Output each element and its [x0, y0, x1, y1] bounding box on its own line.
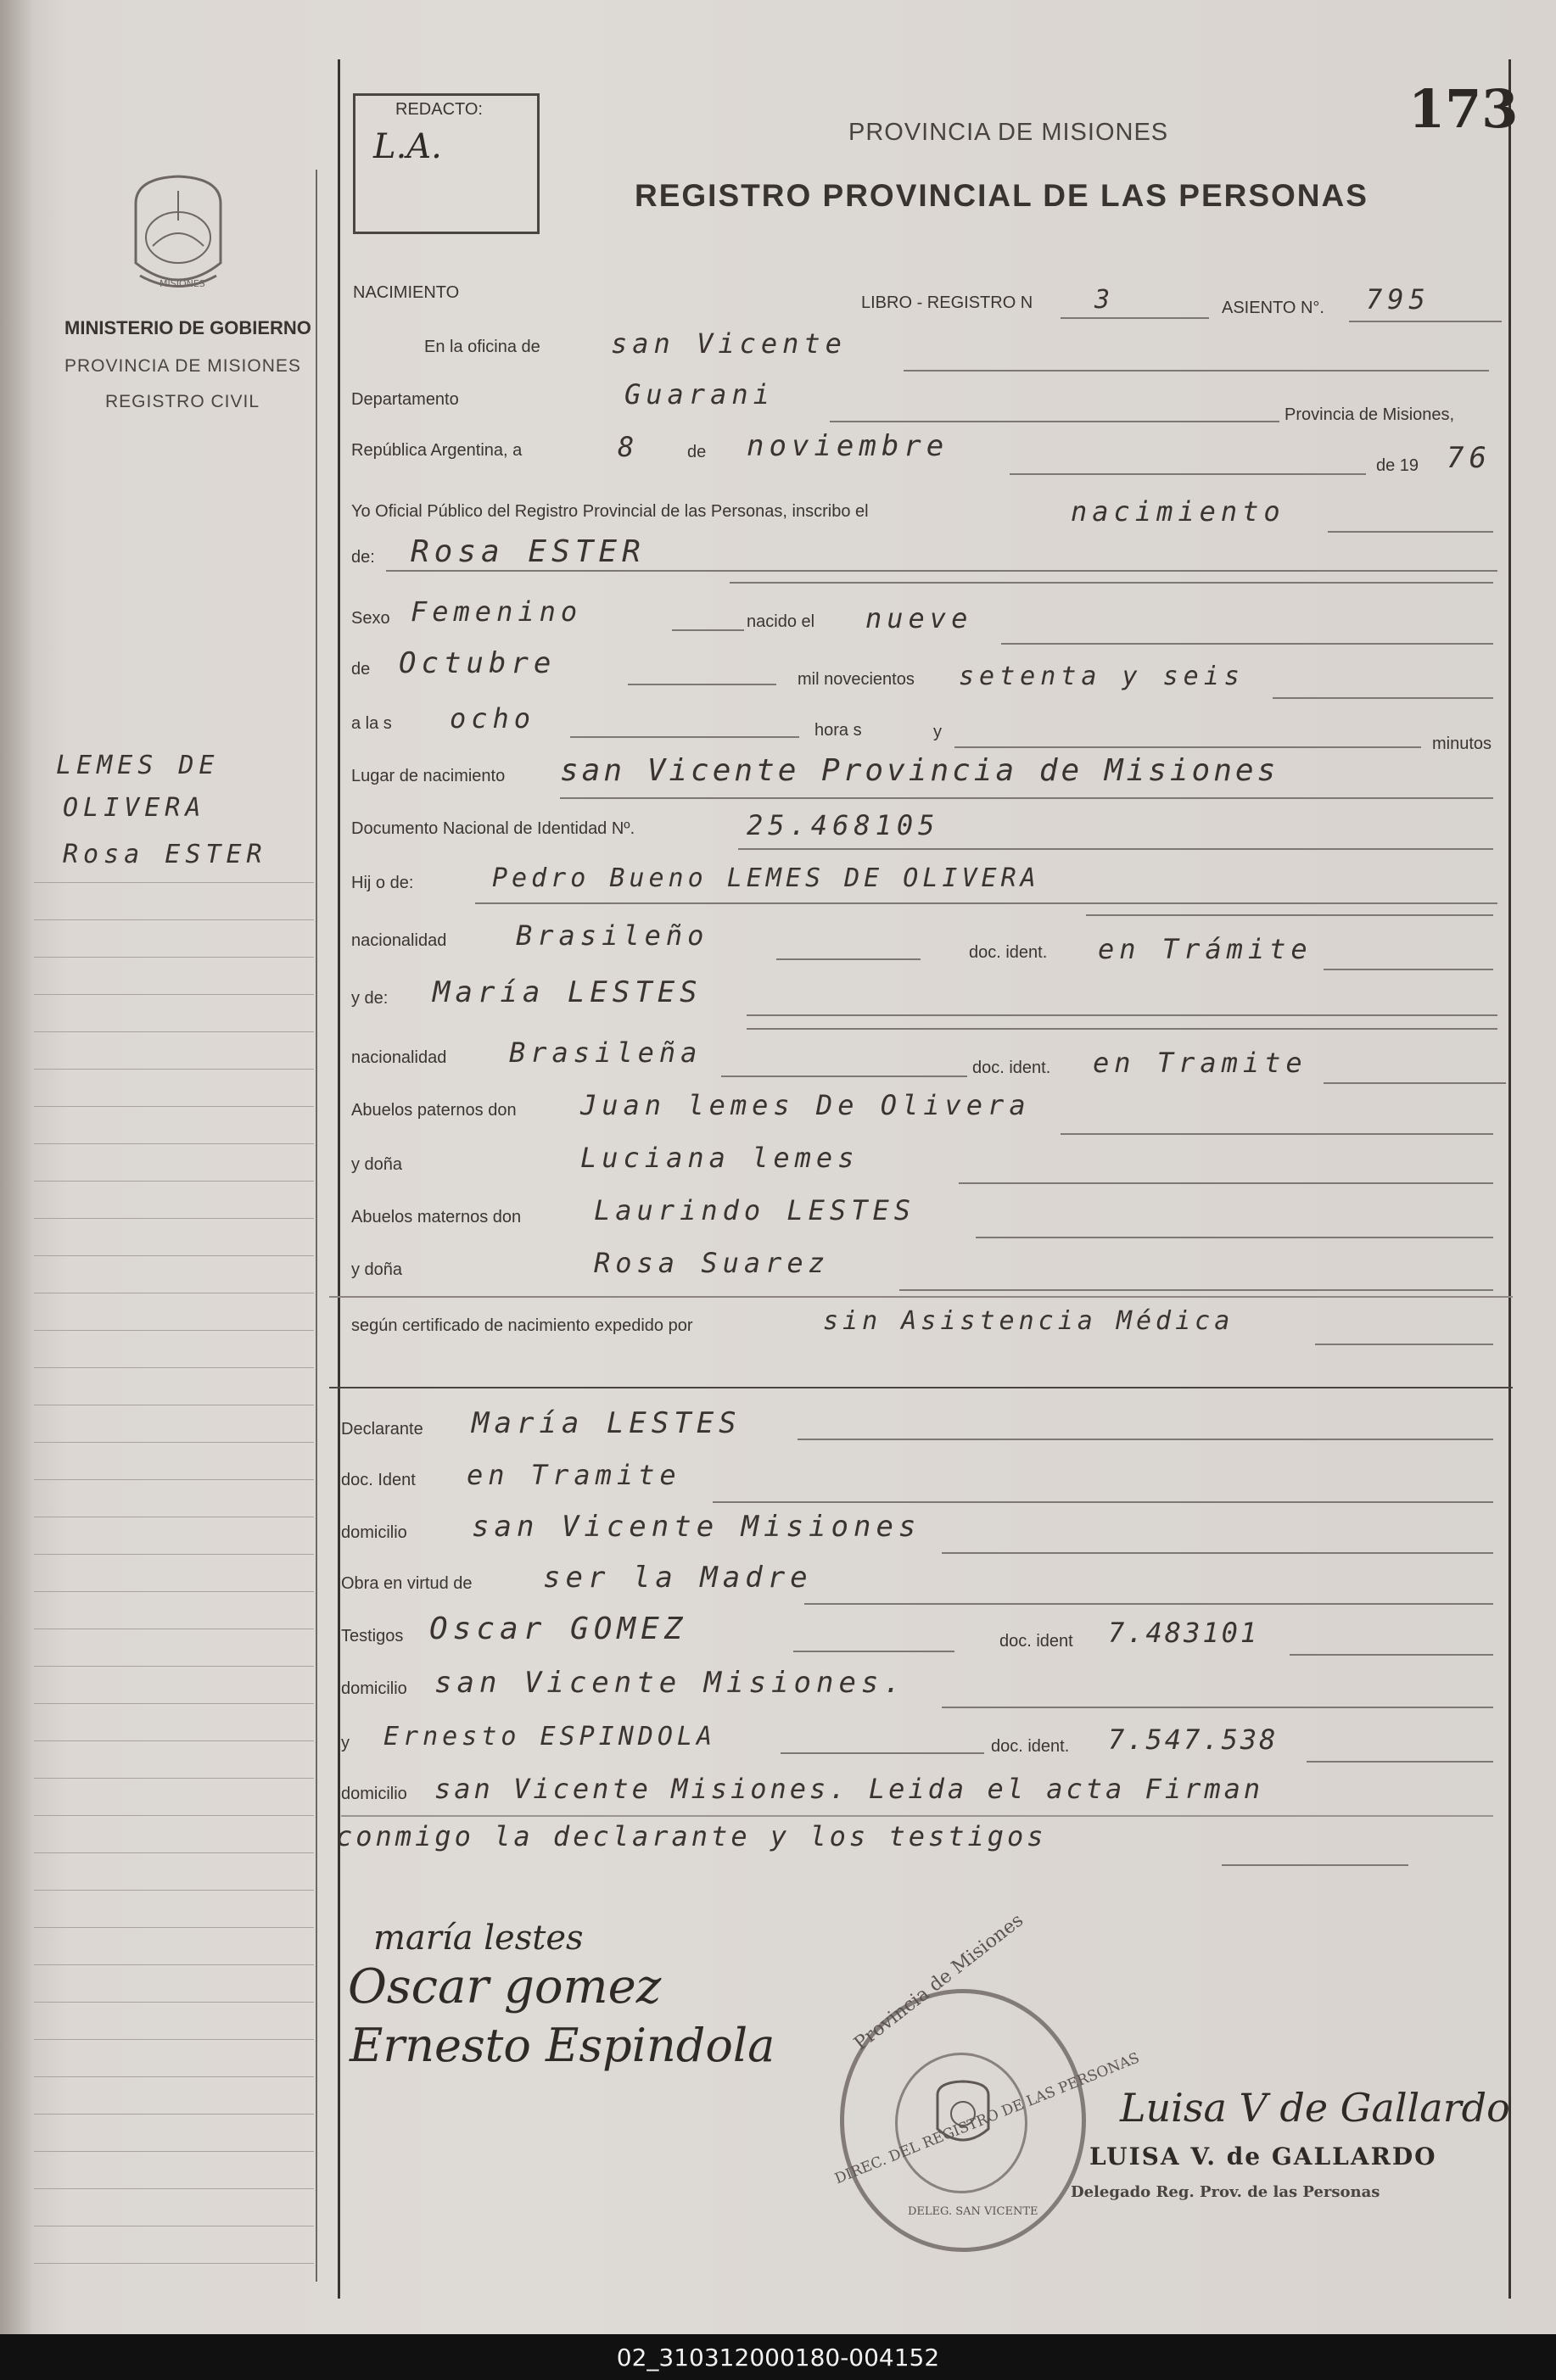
lugar-value: san Vicente Provincia de Misiones	[560, 753, 1279, 788]
signature-testigo2: Ernesto Espindola	[350, 2019, 775, 2072]
departamento-value: Guarani	[624, 378, 775, 411]
margin-ruled-line	[34, 1852, 314, 1853]
mother-nac-line	[721, 1075, 967, 1077]
mother-value: María LESTES	[433, 975, 702, 1009]
margin-ruled-line	[34, 1927, 314, 1928]
declarante-label: Declarante	[341, 1420, 423, 1439]
father-docident-label: doc. ident.	[969, 943, 1048, 962]
margin-ruled-line	[34, 2114, 314, 2115]
act-type-label: NACIMIENTO	[353, 283, 460, 302]
abuela-mat-label: y doña	[351, 1260, 403, 1279]
margin-ruled-line	[34, 1143, 314, 1144]
lugar-line	[560, 797, 1493, 799]
departamento-label: Departamento	[351, 390, 459, 409]
decl-doc-value: en Tramite	[467, 1459, 681, 1491]
departamento-line	[830, 421, 1279, 422]
testigos-label: Testigos	[341, 1627, 404, 1645]
oficina-line	[904, 370, 1489, 372]
oficial-label: Yo Oficial Público del Registro Provincial de las Personas, inscribo el	[351, 502, 869, 521]
official-stamp-title: Delegado Reg. Prov. de las Personas	[1071, 2183, 1380, 2201]
coat-of-arms-seal	[119, 170, 238, 305]
redacto-label: REDACTO:	[395, 100, 483, 119]
abuelos-pat-line	[1061, 1133, 1493, 1135]
year-value: 76	[1447, 441, 1492, 475]
official-stamp-name: LUISA V. de GALLARDO	[1089, 2143, 1437, 2170]
margin-ruled-line	[34, 1255, 314, 1256]
father-doc-value: en Trámite	[1098, 933, 1313, 965]
y-t2-label: y	[341, 1734, 350, 1752]
mother-docident-label: doc. ident.	[972, 1059, 1051, 1077]
margin-ruled-line	[34, 2188, 314, 2189]
abuela-pat-value: Luciana lemes	[580, 1142, 859, 1174]
year-prefix: de 19	[1376, 456, 1419, 475]
father-doc-line	[1324, 969, 1493, 970]
sexo-line	[672, 629, 744, 631]
round-stamp-emblem	[929, 2078, 997, 2154]
decl-doc-line	[713, 1501, 1493, 1503]
dni-value: 25.468105	[747, 809, 940, 841]
testigo1-doc-label: doc. ident	[999, 1632, 1073, 1651]
signature-oficial: Luisa V de Gallardo	[1120, 2085, 1510, 2131]
margin-ruled-line	[34, 1442, 314, 1443]
month-line	[1010, 473, 1366, 475]
margin-note-line2: OLIVERA	[63, 793, 206, 823]
margin-ruled-line	[34, 1703, 314, 1704]
margin-ruled-line	[34, 882, 314, 883]
testigo2-doc-label: doc. ident.	[991, 1737, 1070, 1756]
margin-ruled-line	[34, 2151, 314, 2152]
testigo2-value: Ernesto ESPINDOLA	[383, 1722, 717, 1751]
mil-label: mil novecientos	[798, 670, 915, 689]
father-value: Pedro Bueno LEMES DE OLIVERA	[492, 863, 1040, 893]
t1-dom-label: domicilio	[341, 1679, 407, 1698]
abuelos-mat-label: Abuelos maternos don	[351, 1208, 522, 1226]
mother-doc-line	[1324, 1082, 1506, 1084]
nacido-label: nacido el	[747, 612, 815, 631]
date-de-label: de	[687, 443, 707, 461]
header-province: PROVINCIA DE MISIONES	[848, 119, 1169, 146]
alas-value: ocho	[450, 702, 536, 735]
decl-dom-value: san Vicente Misiones	[472, 1510, 921, 1544]
margin-ruled-line	[34, 1815, 314, 1816]
segun-line	[1315, 1344, 1493, 1345]
dni-line	[738, 848, 1493, 850]
father-line-2	[1086, 914, 1493, 916]
segun-value: sin Asistencia Médica	[823, 1306, 1234, 1336]
mother-doc-value: en Tramite	[1093, 1047, 1307, 1079]
sexo-label: Sexo	[351, 609, 390, 628]
libro-value: 3	[1094, 285, 1116, 315]
t2-dom-label: domicilio	[341, 1785, 407, 1803]
father-nac-label: nacionalidad	[351, 931, 447, 950]
dni-label: Documento Nacional de Identidad Nº.	[351, 819, 635, 838]
name-value: Rosa ESTER	[411, 534, 646, 569]
t1-dom-line	[942, 1707, 1493, 1708]
declarante-line	[798, 1439, 1493, 1440]
ministry-province: PROVINCIA DE MISIONES	[64, 356, 301, 376]
asiento-value: 795	[1366, 283, 1430, 316]
ministry-office: REGISTRO CIVIL	[105, 392, 260, 411]
margin-ruled-line	[34, 1330, 314, 1331]
mother-line	[747, 1014, 1497, 1016]
libro-label: LIBRO - REGISTRO N	[861, 293, 1033, 312]
margin-frame-line	[316, 170, 317, 2282]
obra-value: ser la Madre	[543, 1561, 813, 1595]
closing-value: conmigo la declarante y los testigos	[336, 1820, 1047, 1852]
page-number: 173	[1408, 78, 1519, 140]
margin-note-line1: LEMES DE	[56, 751, 220, 780]
nacido-value: nueve	[865, 602, 973, 634]
hijo-label: Hij o de:	[351, 874, 414, 892]
testigo2-doc-line	[1307, 1761, 1493, 1763]
margin-ruled-line	[34, 1778, 314, 1779]
left-frame-line	[338, 59, 340, 2299]
t2-dom-line	[341, 1815, 1493, 1817]
birth-month-value: Octubre	[399, 646, 557, 680]
mil-value: setenta y seis	[959, 662, 1245, 691]
margin-ruled-line	[34, 1106, 314, 1107]
section-divider-1	[329, 1387, 1513, 1388]
round-stamp-top: Provincia de Misiones	[850, 1909, 1028, 2055]
round-stamp-bottom: DIREC. DEL REGISTRO DE LAS PERSONAS	[832, 2049, 1142, 2188]
margin-ruled-line	[34, 2002, 314, 2003]
margin-ruled-line	[34, 2039, 314, 2040]
seal-text: MISIONES	[160, 278, 205, 289]
hora-label: hora s	[814, 721, 862, 740]
header-title: REGISTRO PROVINCIAL DE LAS PERSONAS	[635, 178, 1368, 213]
abuela-pat-line	[959, 1182, 1493, 1184]
t1-dom-value: san Vicente Misiones.	[434, 1666, 906, 1700]
obra-line	[804, 1603, 1493, 1605]
father-nac-value: Brasileño	[516, 919, 709, 952]
testigo1-line	[793, 1651, 954, 1652]
margin-ruled-line	[34, 1367, 314, 1368]
margin-ruled-line	[34, 957, 314, 958]
right-frame-line	[1508, 59, 1511, 2299]
testigo2-doc: 7.547.538	[1108, 1724, 1279, 1756]
mil-line	[1273, 697, 1493, 699]
margin-ruled-line	[34, 1218, 314, 1219]
alas-line	[570, 736, 799, 738]
oficina-label: En la oficina de	[424, 338, 540, 356]
margin-ruled-line	[34, 1740, 314, 1741]
abuela-pat-label: y doña	[351, 1155, 403, 1174]
decl-dom-label: domicilio	[341, 1523, 407, 1542]
lugar-label: Lugar de nacimiento	[351, 767, 506, 785]
day-value: 8	[618, 431, 640, 463]
redacto-initials: L.A.	[373, 127, 442, 166]
segun-label: según certificado de nacimiento expedido por	[351, 1316, 693, 1335]
sexo-value: Femenino	[411, 595, 583, 628]
margin-ruled-line	[34, 1554, 314, 1555]
t2-dom-value: san Vicente Misiones. Leida el acta Firman	[434, 1773, 1264, 1805]
y-label: y	[933, 723, 942, 741]
margin-ruled-line	[34, 1964, 314, 1965]
minutos-label: minutos	[1432, 735, 1492, 753]
mother-line-2	[747, 1028, 1497, 1030]
margin-ruled-line	[34, 919, 314, 920]
abuela-mat-line	[899, 1289, 1493, 1291]
abuelos-pat-value: Juan lemes De Olivera	[580, 1089, 1031, 1121]
father-nac-line	[776, 958, 921, 960]
margin-ruled-line	[34, 1890, 314, 1891]
alas-label: a la s	[351, 714, 392, 733]
section-divider-2	[329, 1296, 1513, 1298]
obra-label: Obra en virtud de	[341, 1574, 473, 1593]
nacido-line	[1001, 643, 1493, 645]
filename-bar: 02_310312000180-004152	[0, 2334, 1556, 2380]
margin-ruled-line	[34, 2263, 314, 2264]
father-line	[475, 902, 1497, 904]
margin-ruled-line	[34, 994, 314, 995]
abuelos-pat-label: Abuelos paternos don	[351, 1101, 517, 1120]
margin-ruled-line	[34, 1479, 314, 1480]
testigo1-value: Oscar GOMEZ	[429, 1612, 688, 1646]
yde-label: y de:	[351, 989, 389, 1008]
de-name-label: de:	[351, 548, 375, 567]
name-line	[386, 570, 1497, 572]
de2-label: de	[351, 660, 371, 679]
margin-ruled-line	[34, 2076, 314, 2077]
oficina-value: san Vicente	[611, 327, 847, 360]
oficial-value: nacimiento	[1071, 495, 1285, 528]
birth-month-line	[628, 684, 776, 685]
round-stamp-inner-text: DELEG. SAN VICENTE	[908, 2205, 1038, 2218]
mother-nac-value: Brasileña	[509, 1036, 702, 1069]
margin-ruled-line	[34, 1031, 314, 1032]
signature-testigo1: Oscar gomez	[348, 1959, 662, 2014]
mother-nac-label: nacionalidad	[351, 1048, 447, 1067]
provincia-label: Provincia de Misiones,	[1285, 405, 1455, 424]
ministry-name: MINISTERIO DE GOBIERNO	[64, 317, 311, 338]
testigo2-line	[781, 1752, 984, 1754]
month-value: noviembre	[747, 429, 949, 463]
abuelos-mat-line	[976, 1237, 1493, 1238]
margin-ruled-line	[34, 1666, 314, 1667]
republica-label: República Argentina, a	[351, 441, 523, 460]
asiento-label: ASIENTO N°.	[1222, 299, 1324, 317]
signature-declarante: maría lestes	[373, 1919, 584, 1958]
margin-ruled-line	[34, 1591, 314, 1592]
margin-note-line3: Rosa ESTER	[63, 840, 267, 869]
testigo1-doc: 7.483101	[1108, 1617, 1260, 1649]
declarante-value: María LESTES	[472, 1406, 742, 1440]
abuela-mat-value: Rosa Suarez	[594, 1247, 830, 1279]
decl-doc-label: doc. Ident	[341, 1471, 416, 1489]
oficial-line	[1328, 531, 1493, 533]
asiento-line	[1349, 321, 1502, 322]
name-line-2	[730, 582, 1493, 584]
margin-ruled-line	[34, 1181, 314, 1182]
abuelos-mat-value: Laurindo LESTES	[594, 1194, 915, 1226]
margin-ruled-line	[34, 1069, 314, 1070]
libro-line	[1061, 317, 1209, 319]
testigo1-doc-line	[1290, 1654, 1493, 1656]
hora-line	[954, 746, 1421, 748]
closing-line	[1222, 1864, 1408, 1866]
decl-dom-line	[942, 1552, 1493, 1554]
